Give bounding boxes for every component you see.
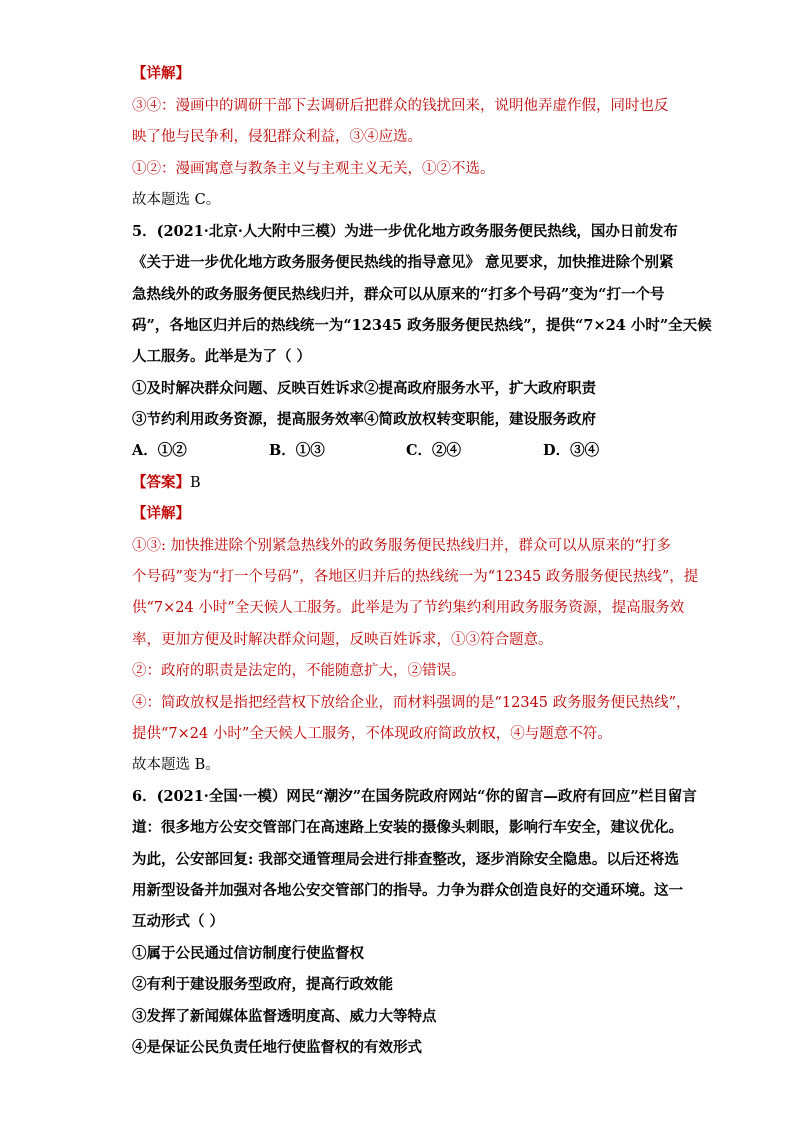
detail-text: ②：政府的职责是法定的，不能随意扩大，②错误。	[132, 663, 466, 679]
question-6-stem: 用新型设备并加强对各地公安交管部门的指导。力争为群众创造良好的交通环境。这一	[132, 882, 683, 899]
answer-value: B	[190, 475, 201, 491]
question-6-option: ①属于公民通过信访制度行使监督权	[132, 945, 364, 962]
answer-line	[132, 473, 201, 493]
question-6-option: ②有利于建设服务型政府，提高行政效能	[132, 976, 393, 993]
detail-text: ①②：漫画寓意与教条主义与主观主义无关，①②不选。	[132, 161, 495, 177]
question-5-stem: 5．(2021·北京·人大附中三模）为进一步优化地方政务服务便民热线，国办日前发布	[132, 223, 678, 240]
detail-text: 映了他与民争利，侵犯群众利益，③④应选。	[132, 129, 422, 145]
question-5-stem: 《关于进一步优化地方政务服务便民热线的指导意见》 意见要求，加快推进除个别紧	[132, 254, 674, 271]
detail-text: 供“7×24 小时”全天候人工服务。此举是为了节约集约利用政务服务资源，提高服务效	[132, 600, 685, 616]
choice-b: B．①③	[269, 442, 325, 459]
question-5-choices	[132, 441, 599, 461]
detail-text: 提供“7×24 小时”全天候人工服务，不体现政府简政放权，④与题意不符。	[132, 726, 612, 742]
detail-text: 个号码”变为“打一个号码”，各地区归并后的热线统一为“12345 政务服务便民热线”，提	[132, 569, 699, 585]
question-6-stem: 为此，公安部回复: 我部交通管理局会进行排查整改，逐步消除安全隐患。以后还将选	[132, 851, 679, 868]
detail-heading: 【详解】	[132, 65, 190, 82]
detail-text: ③④：漫画中的调研干部下去调研后把群众的钱扰回来，说明他弄虚作假，同时也反	[132, 98, 669, 114]
detail-heading: 【详解】	[132, 505, 190, 522]
question-6-stem: 互动形式（ ）	[132, 913, 225, 930]
conclusion-text: 故本题选 B。	[132, 757, 220, 773]
detail-text: 率，更加方便及时解决群众问题，反映百姓诉求，①③符合题意。	[132, 632, 553, 648]
question-5-stem: 急热线外的政务服务便民热线归并，群众可以从原来的“打多个号码”变为“打一个号	[132, 286, 665, 303]
question-5-option: ③节约利用政务资源，提高服务效率④简政放权转变职能，建设服务政府	[132, 411, 596, 428]
question-5-stem: 码”，各地区归并后的热线统一为“12345 政务服务便民热线”，提供“7×24 小时”全天候	[132, 317, 712, 334]
question-5-stem: 人工服务。此举是为了（ ）	[132, 348, 312, 365]
question-6-option: ④是保证公民负责任地行使监督权的有效形式	[132, 1039, 422, 1056]
detail-text: ④：简政放权是指把经营权下放给企业，而材料强调的是“12345 政务服务便民热线”，	[132, 695, 691, 711]
conclusion-text: 故本题选 C。	[132, 192, 221, 208]
question-6-option: ③发挥了新闻媒体监督透明度高、威力大等特点	[132, 1008, 437, 1025]
choice-a: A．①②	[132, 442, 187, 459]
question-6-stem: 6．(2021·全国·一模）网民“潮汐”在国务院政府网站“你的留言—政府有回应”栏目留言	[132, 788, 697, 805]
question-5-option: ①及时解决群众问题、反映百姓诉求②提高政府服务水平，扩大政府职责	[132, 380, 596, 397]
question-6-stem: 道：很多地方公安交管部门在高速路上安装的摄像头刺眼，影响行车安全，建议优化。	[132, 819, 683, 836]
detail-text: ①③: 加快推进除个别紧急热线外的政务服务便民热线归并，群众可以从原来的“打多	[132, 538, 671, 554]
choice-d: D．③④	[543, 442, 600, 459]
answer-label: 【答案】	[132, 474, 190, 491]
choice-c: C．②④	[406, 442, 462, 459]
